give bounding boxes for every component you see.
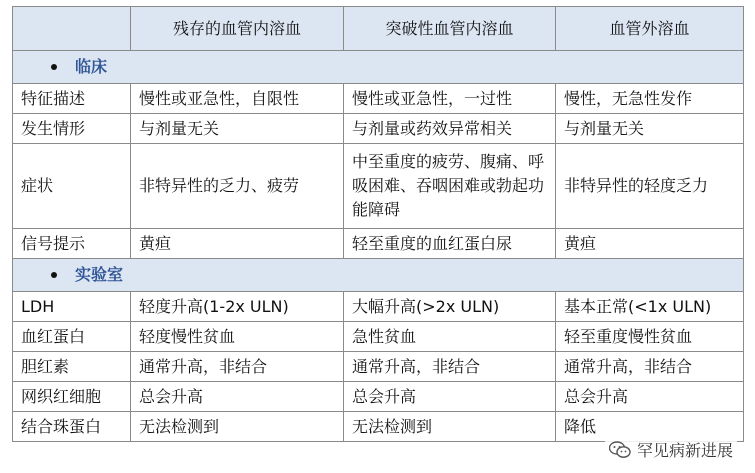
bullet-icon: [51, 64, 57, 70]
table-row: [13, 382, 744, 412]
cell: 无法检测到: [131, 412, 344, 442]
row-label: 发生情形: [13, 114, 131, 144]
row-label: LDH: [13, 292, 131, 322]
cell: 慢性，无急性发作: [556, 84, 744, 114]
wechat-icon: [609, 441, 631, 459]
cell: 大幅升高(>2x ULN): [344, 292, 556, 322]
cell: 通常升高，非结合: [556, 352, 744, 382]
table-row: [13, 292, 744, 322]
table-row: [13, 114, 744, 144]
table-row: [13, 352, 744, 382]
cell: 与剂量无关: [131, 114, 344, 144]
table-row: [13, 144, 744, 229]
section-header-lab: [13, 259, 744, 292]
cell: 中至重度的疲劳、腹痛、呼吸困难、吞咽困难或勃起功能障碍: [344, 144, 556, 229]
section-title: 临床: [75, 57, 108, 76]
row-label: 网织红细胞: [13, 382, 131, 412]
row-label: 特征描述: [13, 84, 131, 114]
row-label: 血红蛋白: [13, 322, 131, 352]
comparison-table: [12, 6, 744, 442]
cell: 慢性或亚急性，一过性: [344, 84, 556, 114]
cell: 急性贫血: [344, 322, 556, 352]
cell: 总会升高: [344, 382, 556, 412]
cell: 降低: [556, 412, 744, 442]
cell: 与剂量或药效异常相关: [344, 114, 556, 144]
table-row: [13, 322, 744, 352]
row-label: 信号提示: [13, 229, 131, 259]
cell: 与剂量无关: [556, 114, 744, 144]
cell: 通常升高，非结合: [344, 352, 556, 382]
table-row: [13, 84, 744, 114]
table-header-row: [13, 7, 744, 51]
header-breakthrough: 突破性血管内溶血: [344, 7, 556, 51]
section-header-clinical: [13, 51, 744, 84]
watermark: [605, 436, 737, 463]
cell: 无法检测到: [344, 412, 556, 442]
section-title: 实验室: [75, 265, 124, 284]
table-row: [13, 229, 744, 259]
cell: 黄疸: [131, 229, 344, 259]
cell: 基本正常(<1x ULN): [556, 292, 744, 322]
row-label: 胆红素: [13, 352, 131, 382]
cell: 黄疸: [556, 229, 744, 259]
cell: 总会升高: [131, 382, 344, 412]
bullet-icon: [51, 272, 57, 278]
cell: 轻度升高(1-2x ULN): [131, 292, 344, 322]
watermark-text: 罕见病新进展: [636, 441, 733, 460]
cell: 通常升高，非结合: [131, 352, 344, 382]
header-extravascular: 血管外溶血: [556, 7, 744, 51]
cell: 轻度慢性贫血: [131, 322, 344, 352]
row-label: 结合珠蛋白: [13, 412, 131, 442]
cell: 轻至重度慢性贫血: [556, 322, 744, 352]
header-residual: 残存的血管内溶血: [131, 7, 344, 51]
cell: 总会升高: [556, 382, 744, 412]
cell: 非特异性的轻度乏力: [556, 144, 744, 229]
cell: 慢性或亚急性，自限性: [131, 84, 344, 114]
row-label: 症状: [13, 144, 131, 229]
cell: 非特异性的乏力、疲劳: [131, 144, 344, 229]
cell: 轻至重度的血红蛋白尿: [344, 229, 556, 259]
header-corner: [13, 7, 131, 51]
